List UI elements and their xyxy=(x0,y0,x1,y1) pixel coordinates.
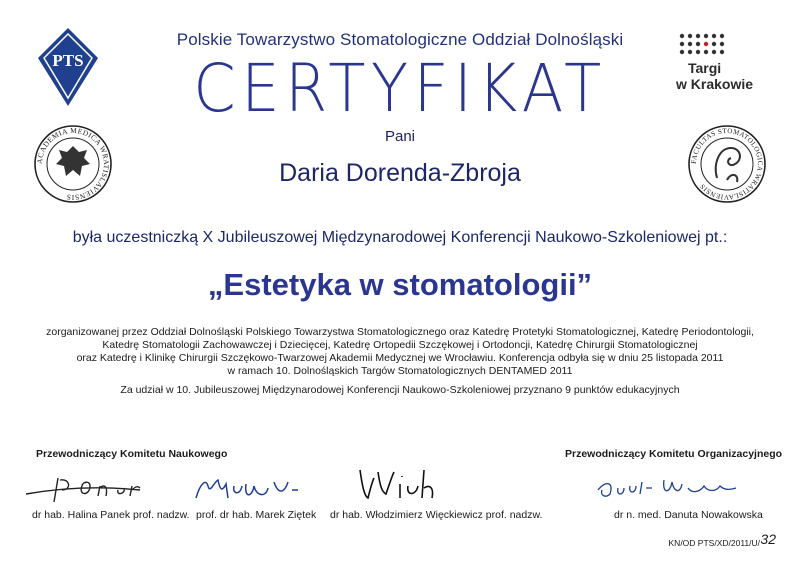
signatory-zietek: prof. dr hab. Marek Ziętek xyxy=(196,509,317,521)
svg-text:FACULTAS STOMATOLOGICA WRATISL: FACULTAS STOMATOLOGICA WRATISLAVIENSIS xyxy=(689,126,765,202)
signature-panek xyxy=(20,468,160,508)
certificate-title: CERTYFIKAT xyxy=(193,50,607,127)
conference-description xyxy=(40,326,760,378)
signatory-nowakowska: dr n. med. Danuta Nowakowska xyxy=(614,509,763,521)
recipient-name: Daria Dorenda-Zbroja xyxy=(279,159,521,187)
signature-nowakowska xyxy=(592,472,742,502)
salutation: Pani xyxy=(384,128,416,145)
description-line: w ramach 10. Dolnośląskich Targów Stomatologicznych DENTAMED 2011 xyxy=(227,365,573,377)
pts-logo-text: PTS xyxy=(52,51,84,70)
description-line: oraz Katedrę i Klinikę Chirurgii Szczękowo-Twarzowej Akademii Medycznej we Wrocławiu. Konferencja odbyła się w dniu 25 listopada 2011 xyxy=(76,352,724,364)
svg-text:ACADEMIA MEDICA WRATISLAVIENSI: ACADEMIA MEDICA WRATISLAVIENSIS xyxy=(34,125,112,203)
targi-line2: w Krakowie xyxy=(676,76,754,92)
organizing-committee-label: Przewodniczący Komitetu Organizacyjnego xyxy=(565,448,783,460)
signature-wieckiewicz xyxy=(350,462,460,506)
signature-zietek xyxy=(188,468,308,508)
reference-number: 32 xyxy=(760,531,776,547)
description-line: Katedrę Stomatologii Zachowawczej i Dziecięcej, Katedrę Ortopedii Szczękowej i Ortodoncji, Katedrę Chirurgii Stomatologicznej xyxy=(102,339,698,351)
points-note: Za udział w 10. Jubileuszowej Międzynarodowej Konferencji Naukowo-Szkoleniowej przyznano 9 punktów edukacyjnych xyxy=(120,384,680,396)
description-line: zorganizowanej przez Oddział Dolnośląski Polskiego Towarzystwa Stomatologicznego oraz Katedrę Protetyki Stomatologicznej, Katedrę Periodontologii, xyxy=(46,326,754,338)
conference-topic: „Estetyka w stomatologii” xyxy=(207,267,593,302)
signatory-wieckiewicz: dr hab. Włodzimierz Więckiewicz prof. nadzw. xyxy=(330,509,543,521)
organization-name: Polskie Towarzystwo Stomatologiczne Oddział Dolnośląski xyxy=(176,30,624,49)
reference-code: KN/OD PTS/XD/2011/U/ xyxy=(668,538,760,548)
scientific-committee-label: Przewodniczący Komitetu Naukowego xyxy=(36,448,228,460)
signatory-panek: dr hab. Halina Panek prof. nadzw. xyxy=(32,509,190,521)
participation-statement: była uczestniczką X Jubileuszowej Międzynarodowej Konferencji Naukowo-Szkoleniowej pt.: xyxy=(72,229,728,246)
targi-line1: Targi xyxy=(688,60,722,76)
